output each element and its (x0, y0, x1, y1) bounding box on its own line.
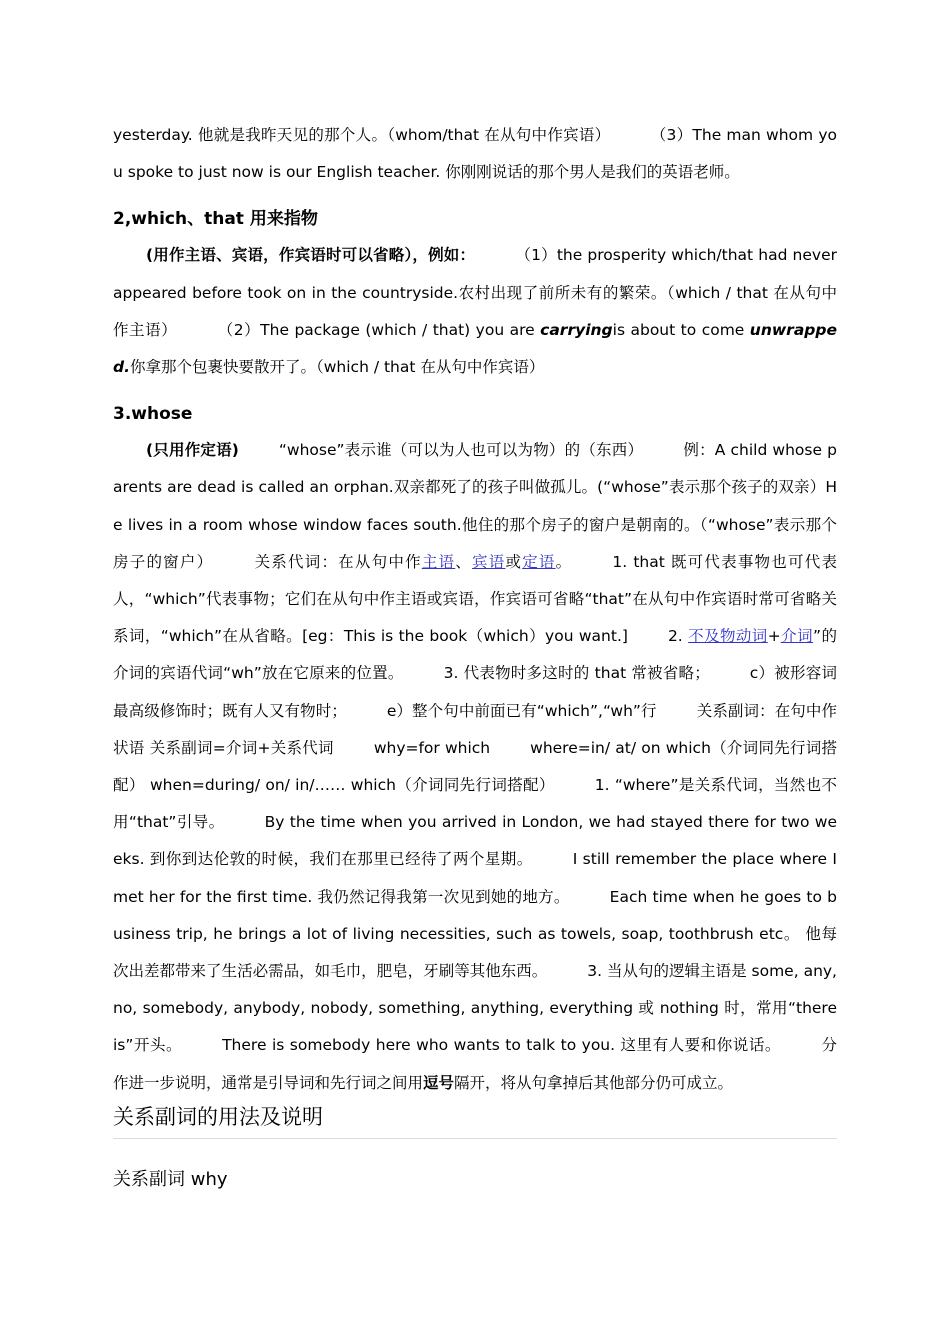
text: 3. 当从句的逻辑主语是 some, any, no, somebody, anybody, nobody, something, anything, everything 或 nothing 时，常用“there is”开头。 (113, 962, 837, 1055)
heading-whose: 3.whose (113, 404, 193, 425)
bold-text: (用作主语、宾语，作宾语时可以省略），例如： (146, 246, 476, 265)
heading-relative-adverb-usage: 关系副词的用法及说明 (113, 1102, 837, 1139)
emphasis-unwrapped: unwrapped. (113, 320, 837, 377)
text: （3）The man whom you spoke to just now is our English teacher. 你刚刚说话的那个男人是我们的英语老师。 (113, 126, 837, 182)
text: 、 (455, 552, 472, 571)
paragraph-which (113, 237, 837, 386)
text: “whose”表示谁（可以为人也可以为物）的（东西） (278, 441, 644, 460)
text: when=during/ on/ in/…… which（介词同先行词搭配） (149, 776, 555, 795)
link-attributive[interactable]: 定语 (522, 552, 556, 571)
paragraph-whose (113, 432, 837, 1102)
text: + (767, 627, 781, 646)
text: By the time when you arrived in London, we had stayed there for two weeks. 到你到达伦敦的时候，我们在那里已经待了两个星期。 (113, 813, 837, 869)
emphasis-carrying: carrying (540, 320, 613, 339)
text: is about to come (612, 320, 750, 339)
link-subject[interactable]: 主语 (421, 552, 456, 571)
bold-text: 逗号 (423, 1073, 455, 1092)
text: I still remember the place where I met her for the first time. 我仍然记得我第一次见到她的地方。 (113, 850, 837, 906)
text: （2）The package (which / that) you are (217, 320, 541, 339)
text: e）整个句中前面已有“which”,“wh”行 (386, 701, 657, 720)
text: 关系副词：在句中作状语 (113, 701, 837, 757)
text: why=for which (373, 738, 491, 757)
link-object[interactable]: 宾语 (472, 552, 506, 571)
heading-relative-adverb-why: 关系副词 why (113, 1168, 228, 1190)
text: 1. “where”是关系代词，当然也不用“that”引导。 (113, 776, 837, 832)
text: 或 (505, 552, 523, 571)
text: 关系代词：在从句中作 (253, 552, 422, 571)
link-intransitive-verb[interactable]: 不及物动词 (688, 627, 768, 646)
document-content (113, 117, 837, 1193)
heading-which-that: 2,which、that 用来指物 (113, 209, 318, 230)
bold-text: (只用作定语) (146, 441, 239, 460)
text: 你拿那个包裹快要散开了。（which / that 在从句中作宾语） (129, 358, 545, 377)
text: 3. 代表物时多这时的 that 常被省略； (443, 664, 710, 683)
text: 分作进一步说明，通常是引导词和先行词之间用 (113, 1036, 837, 1092)
text: 关系副词=介词+关系代词 (149, 738, 334, 757)
link-preposition[interactable]: 介词 (780, 627, 814, 646)
text: 2. (667, 627, 689, 646)
text: 。 (555, 552, 573, 571)
text: （1）the prosperity which/that had never appeared before took on in the countryside.农村出现了前所未有的繁荣。（which / that 在从句中作主语） (113, 246, 837, 339)
text: ”的介词的宾语代词“wh”放在它原来的位置。 (113, 627, 837, 683)
text: 例：A child whose parents are dead is called an orphan.双亲都死了的孩子叫做孤儿。(“whose”表示那个孩子的双亲）He lives in a room whose window faces south.他住的那个房子的窗户是朝南的。（“whose”表示那个房子的窗户） (113, 441, 837, 571)
text: where=in/ at/ on which（介词同先行词搭配） (113, 738, 837, 795)
text: c）被形容词最高级修饰时；既有人又有物时； (113, 664, 837, 720)
text: Each time when he goes to business trip, he brings a lot of living necessities, such as towels, soap, toothbrush etc。 他每次出差都带来了生活必需品，如毛巾，肥皂，牙刷等其他东西。 (113, 887, 837, 981)
text: 隔开，将从句拿掉后其他部分仍可成立。 (454, 1073, 734, 1092)
text: 1. that 既可代表事物也可代表人，“which”代表事物；它们在从句中作主语或宾语，作宾语可省略“that”在从句中作宾语时常可省略关系词，“which”在从省略。[eg：This is the book（which）you want.] (113, 552, 837, 646)
text: yesterday. 他就是我昨天见的那个人。（whom/that 在从句中作宾语） (113, 126, 611, 144)
text: There is somebody here who wants to talk to you. 这里有人要和你说话。 (222, 1036, 781, 1055)
paragraph-whom (113, 117, 837, 191)
